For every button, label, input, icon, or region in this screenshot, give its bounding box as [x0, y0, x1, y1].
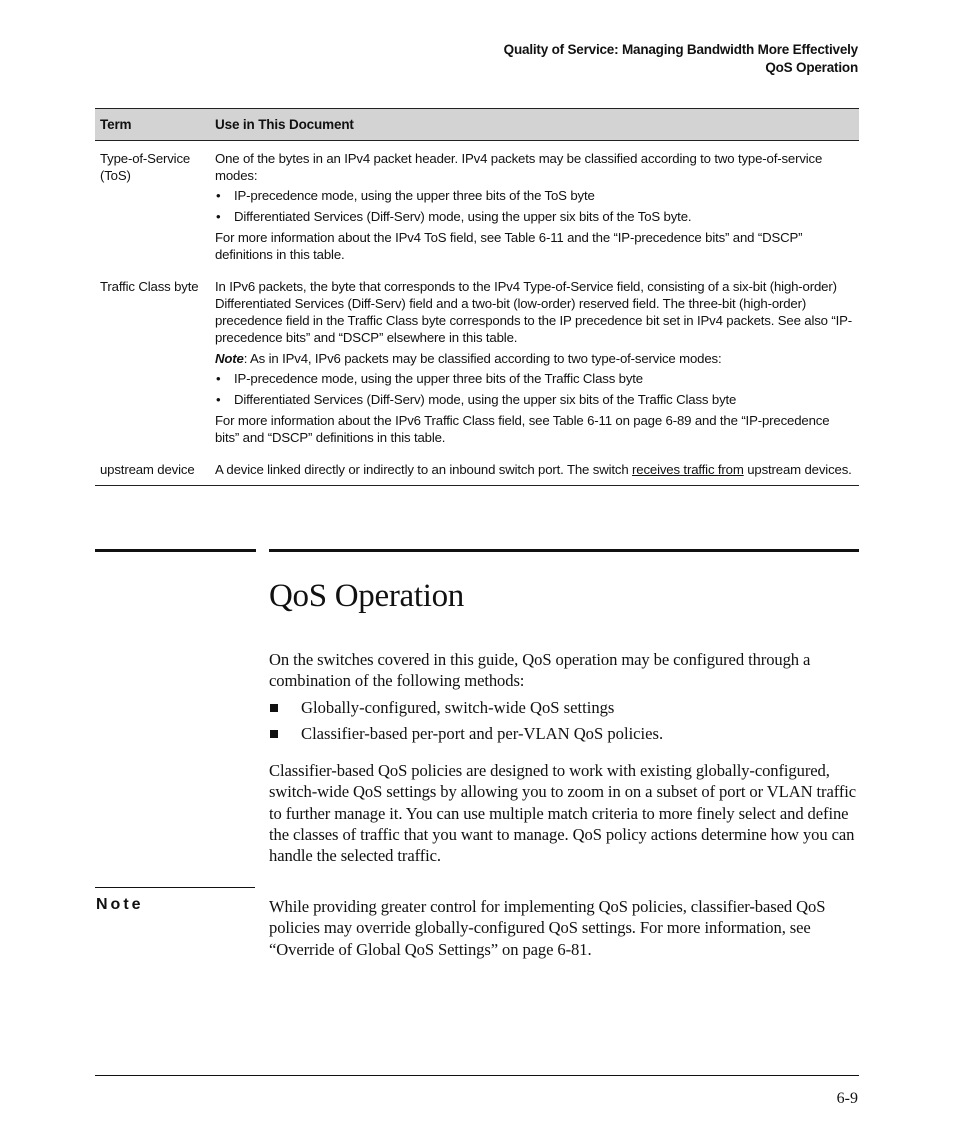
- note-label: Note: [215, 351, 244, 366]
- classifier-paragraph: Classifier-based QoS policies are designed to work with existing globally-configured, switch-wide QoS settings by allowing you to zoom in on a subset of port or VLAN traffic to further manage it. You can use multiple match criteria to more finely select and define the classes of traffic that you want to manage. QoS policy actions determine how you can handle the selected traffic.: [269, 761, 857, 866]
- definition-text: A device linked directly or indirectly to an inbound switch port. The switch: [215, 462, 633, 477]
- term-cell: Type-of-Service (ToS): [100, 151, 191, 183]
- section-rule-right: [269, 549, 859, 552]
- terms-table: [95, 108, 859, 486]
- list-item: • IP-precedence mode, using the upper three bits of the Traffic Class byte: [215, 370, 854, 387]
- square-bullet-icon: [270, 730, 278, 738]
- definition-bullet-list: [215, 187, 854, 225]
- header-section-title: QoS Operation: [765, 60, 858, 75]
- note-text: : As in IPv4, IPv6 packets may be classified according to two type-of-service modes:: [243, 351, 722, 366]
- note-rule: [95, 887, 255, 888]
- definition-text-end: upstream devices.: [743, 462, 852, 477]
- list-item: [269, 697, 859, 718]
- term-cell: Traffic Class byte: [100, 279, 199, 294]
- page-number: 6-9: [836, 1090, 858, 1107]
- square-bullet-icon: [270, 704, 278, 712]
- definition-intro: In IPv6 packets, the byte that corresponds to the IPv4 Type-of-Service field, consisting of a six-bit (high-order) Differentiated Services (Diff-Serv) field and a two-bit (low-order) reserved field. The three-bit (high-order) precedence field in the Traffic Class byte corresponds to the IP precedence bit set in IPv4 packets. See also “IP-precedence bits” and “DSCP” elsewhere in this table.: [215, 279, 853, 345]
- note-paragraph: While providing greater control for implementing QoS policies, classifier-based QoS policies may override globally-configured QoS settings. For more information, see “Override of Global QoS Settings” on page 6-81.: [269, 897, 826, 959]
- definition-bullet-list: [215, 370, 854, 408]
- table-row: [95, 141, 859, 270]
- list-item-text: Globally-configured, switch-wide QoS settings: [301, 698, 615, 717]
- underlined-phrase: receives traffic from: [632, 462, 744, 477]
- list-item: • Differentiated Services (Diff-Serv) mode, using the upper six bits of the ToS byte.: [215, 208, 854, 225]
- definition-outro: For more information about the IPv4 ToS field, see Table 6-11 and the “IP-precedence bits” and “DSCP” definitions in this table.: [215, 230, 803, 262]
- definition-intro: One of the bytes in an IPv4 packet header. IPv4 packets may be classified according to two type-of-service modes:: [215, 151, 823, 183]
- table-row: [95, 269, 859, 452]
- section-heading: QoS Operation: [269, 578, 464, 614]
- note-heading: Note: [96, 896, 144, 913]
- definition-cell: [210, 141, 859, 270]
- definition-cell: [210, 269, 859, 452]
- methods-list: [269, 697, 859, 749]
- running-header: [504, 41, 858, 77]
- intro-paragraph: On the switches covered in this guide, QoS operation may be configured through a combination of the following methods:: [269, 650, 811, 691]
- column-header-usage: Use in This Document: [210, 109, 859, 141]
- list-item-text: Classifier-based per-port and per-VLAN QoS policies.: [301, 724, 664, 743]
- table-row: [95, 452, 859, 486]
- list-item: • Differentiated Services (Diff-Serv) mode, using the upper six bits of the Traffic Class byte: [215, 391, 854, 408]
- footer-rule: [95, 1075, 859, 1076]
- term-cell: upstream device: [95, 452, 210, 486]
- list-item: [269, 723, 859, 744]
- chapter-title: Quality of Service: Managing Bandwidth More Effectively: [503, 42, 858, 57]
- definition-outro: For more information about the IPv6 Traffic Class field, see Table 6-11 on page 6-89 and the “IP-precedence bits” and “DSCP” definitions in this table.: [215, 413, 830, 445]
- definition-note: [215, 350, 854, 367]
- column-header-term: Term: [95, 109, 210, 141]
- definition-cell: [210, 452, 859, 486]
- table-header-row: [95, 109, 859, 141]
- section-rule-left: [95, 549, 256, 552]
- list-item: • IP-precedence mode, using the upper three bits of the ToS byte: [215, 187, 854, 204]
